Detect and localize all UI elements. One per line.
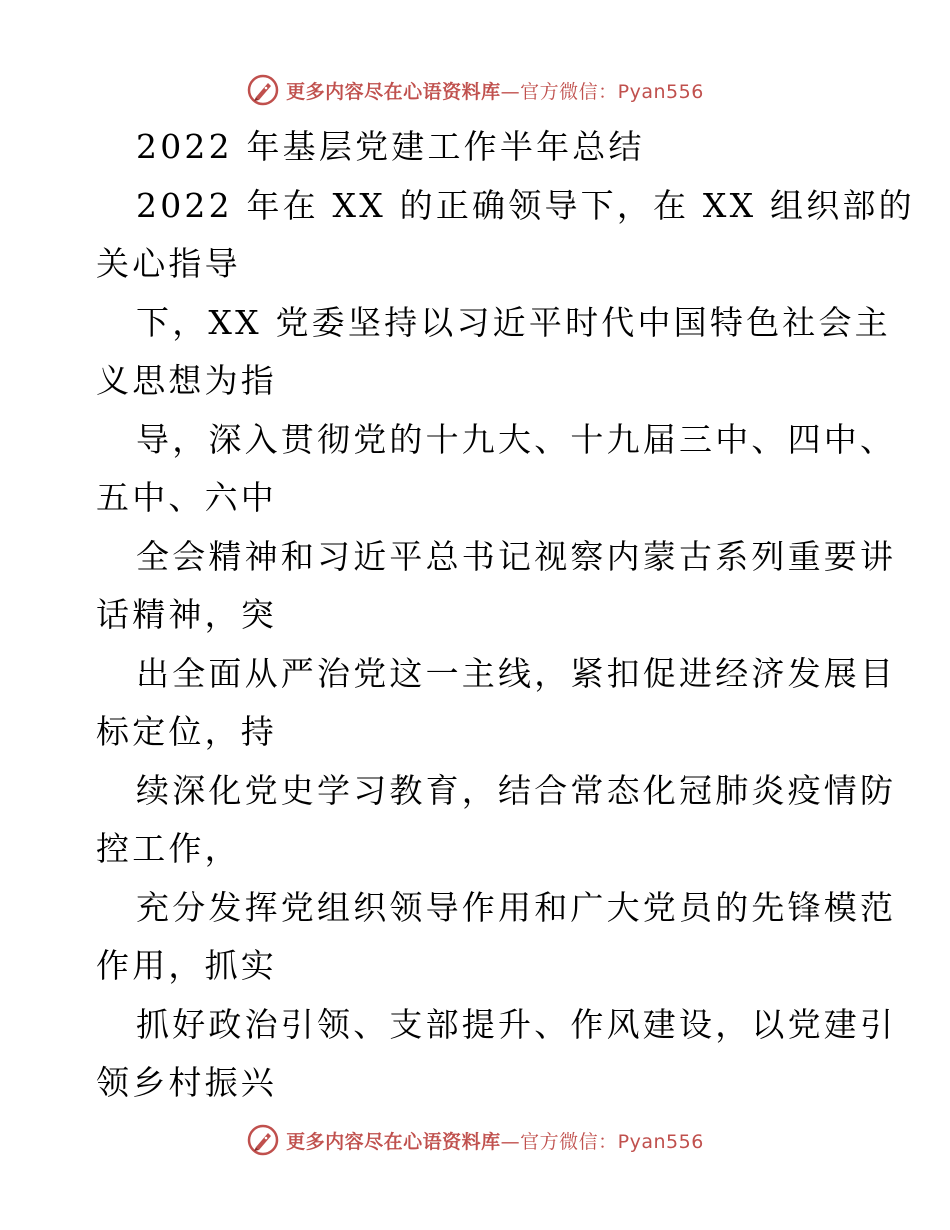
watermark-text: [286, 77, 704, 104]
footer-watermark: [0, 1120, 950, 1160]
pen-nib-logo-icon: [246, 73, 280, 107]
body-line: 下，XX 党委坚持以习近平时代中国特色社会主: [136, 302, 891, 342]
watermark-site-text: 更多内容尽在心语资料库: [286, 1130, 501, 1153]
body-line: 义思想为指: [96, 361, 277, 400]
watermark-contact-text: 官方微信：Pyan556: [520, 80, 704, 103]
body-line: 出全面从严治党这一主线，紧扣促进经济发展目: [136, 653, 897, 693]
body-line: 充分发挥党组织领导作用和广大党员的先锋模范: [136, 887, 897, 927]
document-body: [96, 118, 915, 1113]
body-line: 作用，抓实: [96, 946, 277, 985]
watermark-site-text: 更多内容尽在心语资料库: [286, 80, 501, 103]
watermark-contact-text: 官方微信：Pyan556: [520, 1130, 704, 1153]
watermark-text: [286, 1127, 704, 1154]
header-watermark: [0, 70, 950, 110]
document-title: 2022 年基层党建工作半年总结: [136, 127, 645, 166]
body-line: 标定位，持: [96, 712, 277, 751]
watermark-separator: —: [500, 1130, 521, 1153]
body-line: 领乡村振兴: [96, 1063, 277, 1102]
body-line: 导，深入贯彻党的十九大、十九届三中、四中、: [136, 419, 897, 459]
body-line: 全会精神和习近平总书记视察内蒙古系列重要讲: [136, 536, 897, 576]
watermark-separator: —: [500, 80, 521, 103]
body-line: 控工作，: [96, 829, 241, 868]
body-line: 抓好政治引领、支部提升、作风建设，以党建引: [136, 1004, 897, 1044]
pen-nib-logo-icon: [246, 1123, 280, 1157]
body-line: 五中、六中: [96, 478, 277, 517]
body-line: 关心指导: [96, 244, 241, 283]
body-line: 2022 年在 XX 的正确领导下，在 XX 组织部的: [136, 185, 915, 225]
body-line: 话精神，突: [96, 595, 277, 634]
body-line: 续深化党史学习教育，结合常态化冠肺炎疫情防: [136, 770, 897, 810]
